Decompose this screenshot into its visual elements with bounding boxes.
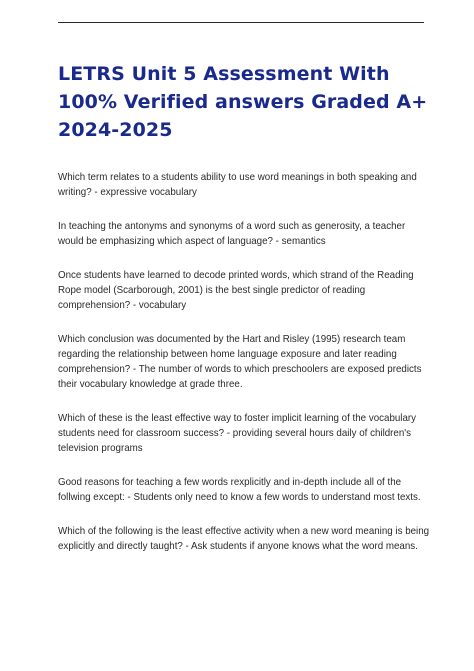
- qa-item-3: Once students have learned to decode printed words, which strand of the Reading Rope model (Scarborough, 2001) is the best single predictor of reading comprehension? - vocabulary: [58, 269, 414, 311]
- document-title: LETRS Unit 5 Assessment With 100% Verified answers Graded A+ 2024-2025: [58, 63, 428, 141]
- document-body: [58, 170, 430, 573]
- qa-item-1: Which term relates to a students ability to use word meanings in both speaking and writing? - expressive vocabulary: [58, 171, 417, 198]
- qa-item-2: In teaching the antonyms and synonyms of a word such as generosity, a teacher would be emphasizing which aspect of language? - semantics: [58, 220, 406, 247]
- qa-item-5: Which of these is the least effective way to foster implicit learning of the vocabulary students need for classroom success? - providing several hours daily of children's television programs: [58, 412, 417, 454]
- qa-item-6: Good reasons for teaching a few words rexplicitly and in-depth include all of the follwing except: - Students only need to know a few words to understand most texts.: [58, 476, 421, 503]
- top-divider: [58, 22, 424, 23]
- qa-item-7: Which of the following is the least effective activity when a new word meaning is being explicitly and directly taught? - Ask students if anyone knows what the word means.: [58, 525, 430, 552]
- qa-item-4: Which conclusion was documented by the Hart and Risley (1995) research team regarding the relationship between home language exposure and later reading comprehension? - The number of words to which preschoolers are exposed predicts their vocabulary knowledge at grade three.: [58, 333, 422, 390]
